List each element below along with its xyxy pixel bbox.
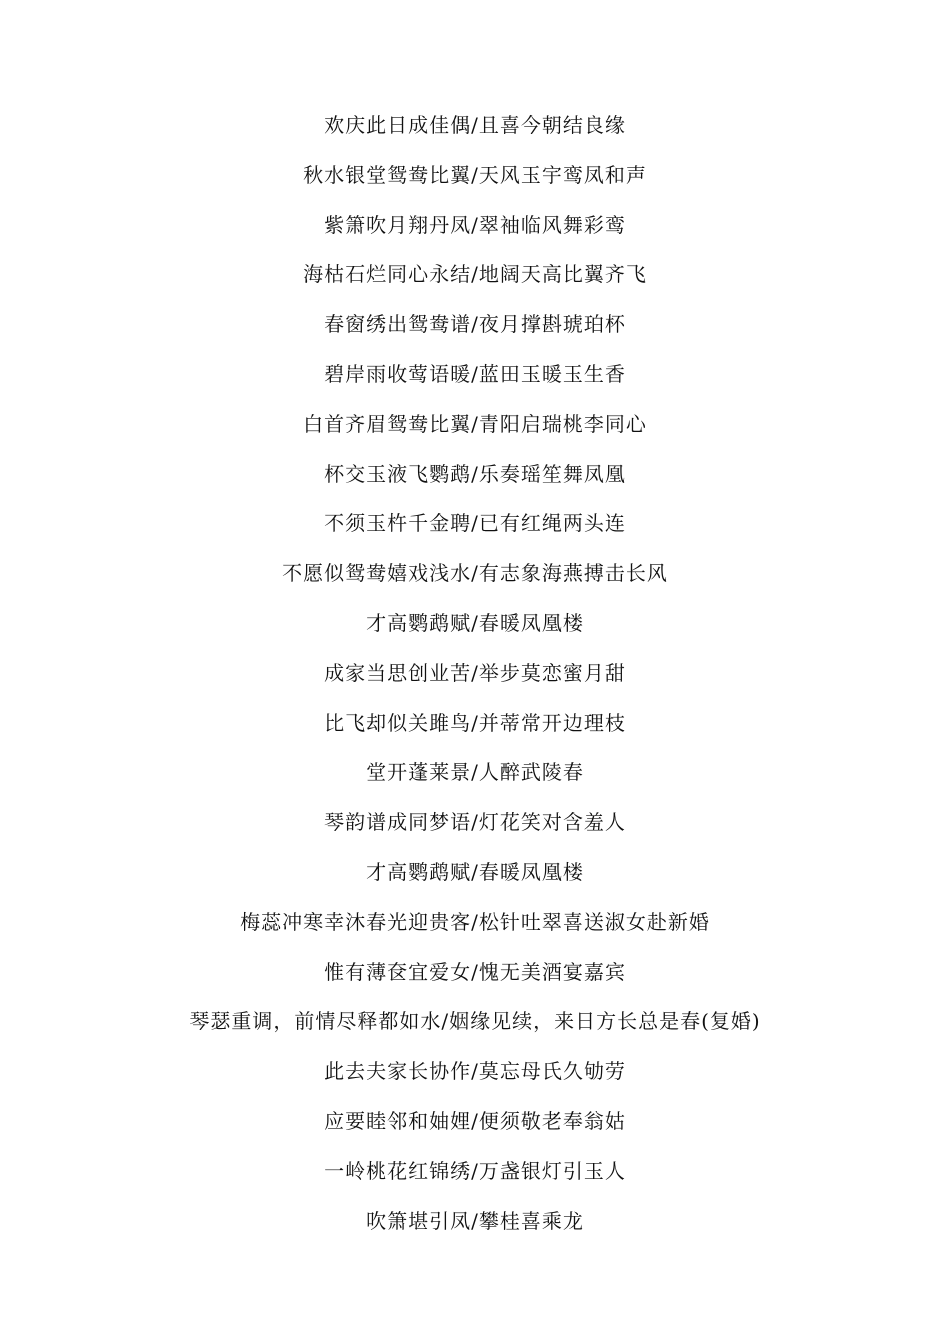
couplet-line: 欢庆此日成佳偶/且喜今朝结良缘	[324, 113, 626, 137]
couplet-line: 秋水银堂鸳鸯比翼/天风玉宇鸾凤和声	[303, 162, 647, 187]
couplet-line: 一岭桃花红锦绣/万盏银灯引玉人	[324, 1158, 626, 1183]
couplet-line: 琴瑟重调，前情尽释都如水/姻缘见续，来日方长总是春(复婚)	[189, 1009, 761, 1034]
couplet-line: 成家当思创业苦/举步莫恋蜜月甜	[324, 660, 626, 685]
couplet-line: 才高鹦鹉赋/春暖凤凰楼	[366, 610, 584, 635]
couplet-line: 应要睦邻和妯娌/便须敬老奉翁姑	[324, 1108, 626, 1133]
couplet-line: 不须玉杵千金聘/已有红绳两头连	[324, 511, 626, 536]
couplet-line: 杯交玉液飞鹦鹉/乐奏瑶笙舞凤凰	[324, 461, 626, 486]
couplet-line: 紫箫吹月翔丹凤/翠袖临风舞彩鸾	[324, 212, 626, 237]
couplet-line: 吹箫堪引凤/攀桂喜乘龙	[366, 1208, 584, 1233]
couplet-line: 堂开蓬莱景/人醉武陵春	[366, 760, 584, 785]
couplet-list	[0, 104, 950, 1249]
couplet-line: 惟有薄奁宜爱女/愧无美酒宴嘉宾	[324, 959, 626, 984]
couplet-line: 梅蕊冲寒幸沐春光迎贵客/松针吐翠喜送淑女赴新婚	[240, 909, 710, 934]
couplet-line: 才高鹦鹉赋/春暖凤凰楼	[366, 859, 584, 884]
couplet-line: 琴韵谱成同梦语/灯花笑对含羞人	[324, 810, 626, 835]
couplet-line: 海枯石烂同心永结/地阔天高比翼齐飞	[303, 262, 647, 287]
couplet-line: 碧岸雨收莺语暖/蓝田玉暖玉生香	[324, 361, 626, 386]
couplet-line: 此去夫家长协作/莫忘母氏久劬劳	[324, 1059, 626, 1084]
couplet-line: 春窗绣出鸳鸯谱/夜月撑斟琥珀杯	[324, 312, 626, 337]
couplet-line: 不愿似鸳鸯嬉戏浅水/有志象海燕搏击长风	[282, 561, 668, 586]
couplet-line: 白首齐眉鸳鸯比翼/青阳启瑞桃李同心	[303, 411, 647, 436]
couplet-line: 比飞却似关雎鸟/并蒂常开边理枝	[324, 710, 626, 735]
